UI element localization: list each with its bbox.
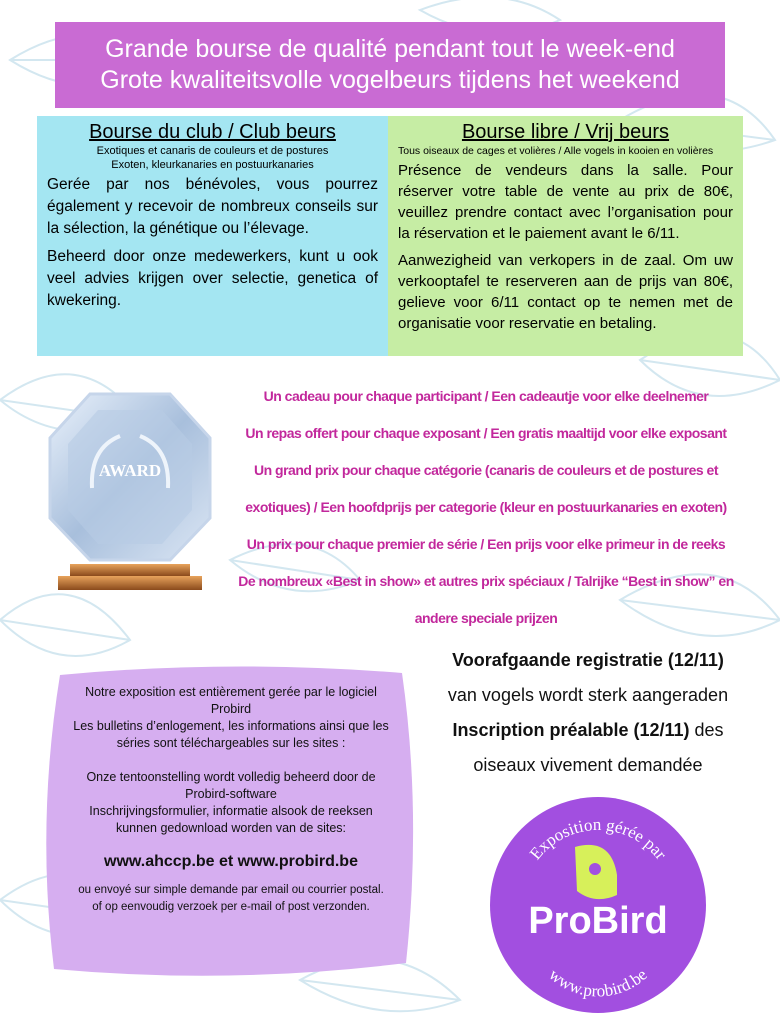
award-label: AWARD	[98, 461, 162, 480]
info-line: ou envoyé sur simple demande par email ou courrier postal.	[78, 884, 384, 896]
registration-notice	[418, 643, 758, 783]
banner-title-fr: Grande bourse de qualité pendant tout le week-end	[105, 35, 675, 63]
prize-item: exotiques) / Een hoofdprijs per categorie (kleur en postuurkanaries en exoten)	[245, 499, 727, 515]
club-bourse-text-nl: Beheerd door onze medewerkers, kunt u ook veel advies krijgen over selectie, genetica of kwekering.	[47, 248, 378, 309]
info-line: Probird	[210, 702, 252, 716]
award-trophy-icon	[40, 388, 220, 593]
club-bourse-text-fr: Gerée par nos bénévoles, vous pourrez également y recevoir de nombreux conseils sur la sélection, la génétique ou l’élevage.	[47, 176, 378, 237]
prize-item: De nombreux «Best in show» et autres prix spéciaux / Talrijke “Best in show” en	[238, 573, 734, 589]
libre-bourse-text-fr: Présence de vendeurs dans la salle. Pour réserver votre table de vente au prix de 80€, veuillez prendre contact avec l’organisation pour la réservation et le paiement avant le 6/11.	[398, 162, 733, 242]
website-links[interactable]: www.ahccp.be et www.probird.be	[104, 853, 358, 870]
registration-nl-rest: van vogels wordt sterk aangeraden	[447, 685, 729, 705]
header-banner	[55, 22, 725, 108]
prize-item: Un grand prix pour chaque catégorie (canaris de couleurs et de postures et	[253, 462, 718, 478]
info-line: of op eenvoudig verzoek per e-mail of post verzonden.	[92, 901, 370, 913]
probird-info-text	[52, 684, 410, 916]
club-bourse-panel	[37, 116, 388, 356]
info-line: kunnen gedownload worden van de sites:	[115, 821, 347, 835]
club-bourse-title: Bourse du club / Club beurs	[89, 121, 336, 143]
probird-logo	[483, 795, 713, 1015]
libre-bourse-panel	[388, 116, 743, 356]
registration-nl-bold: Voorafgaande registratie (12/11)	[452, 650, 724, 670]
info-line: Les bulletins d’enlogement, les informations ainsi que les	[73, 719, 389, 733]
club-bourse-subtitle-fr: Exotiques et canaris de couleurs et de postures	[96, 145, 329, 157]
probird-url: www.probird.be	[545, 964, 651, 1001]
banner-title-nl: Grote kwaliteitsvolle vogelbeurs tijdens het weekend	[100, 66, 680, 94]
prize-item: Un cadeau pour chaque participant / Een cadeautje voor elke deelnemer	[263, 388, 709, 404]
info-line: Inschrijvingsformulier, informatie alsook de reeksen	[89, 804, 373, 818]
registration-fr-rest: des	[689, 720, 724, 740]
registration-fr-bold: Inscription préalable (12/11)	[452, 720, 690, 740]
prize-item: Un repas offert pour chaque exposant / Een gratis maaltijd voor elke exposant	[245, 425, 727, 441]
info-line: Probird-software	[185, 787, 277, 801]
libre-bourse-subtitle: Tous oiseaux de cages et volières / Alle vogels in kooien en volières	[398, 145, 714, 157]
prize-item: andere speciale prijzen	[414, 610, 558, 626]
info-line: séries sont téléchargeables sur les sites :	[116, 736, 346, 750]
info-line: Notre exposition est entièrement gerée par le logiciel	[85, 685, 377, 699]
prize-list	[222, 378, 750, 637]
registration-fr-end: oiseaux vivement demandée	[473, 755, 703, 775]
info-line: Onze tentoonstelling wordt volledig beheerd door de	[86, 770, 376, 784]
prize-item: Un prix pour chaque premier de série / Een prijs voor elke primeur in de reeks	[246, 536, 726, 552]
libre-bourse-title: Bourse libre / Vrij beurs	[461, 121, 670, 143]
club-bourse-subtitle-nl: Exoten, kleurkanaries en postuurkanaries	[111, 159, 314, 171]
probird-top-text: Exposition gérée par	[525, 814, 671, 864]
libre-bourse-text-nl: Aanwezigheid van verkopers in de zaal. Om uw verkooptafel te reserveren aan de prijs van 80€, gelieve voor 6/11 contact op te nemen met de organisatie voor reservatie en betaling.	[398, 252, 733, 332]
probird-brand: ProBird	[528, 900, 668, 942]
